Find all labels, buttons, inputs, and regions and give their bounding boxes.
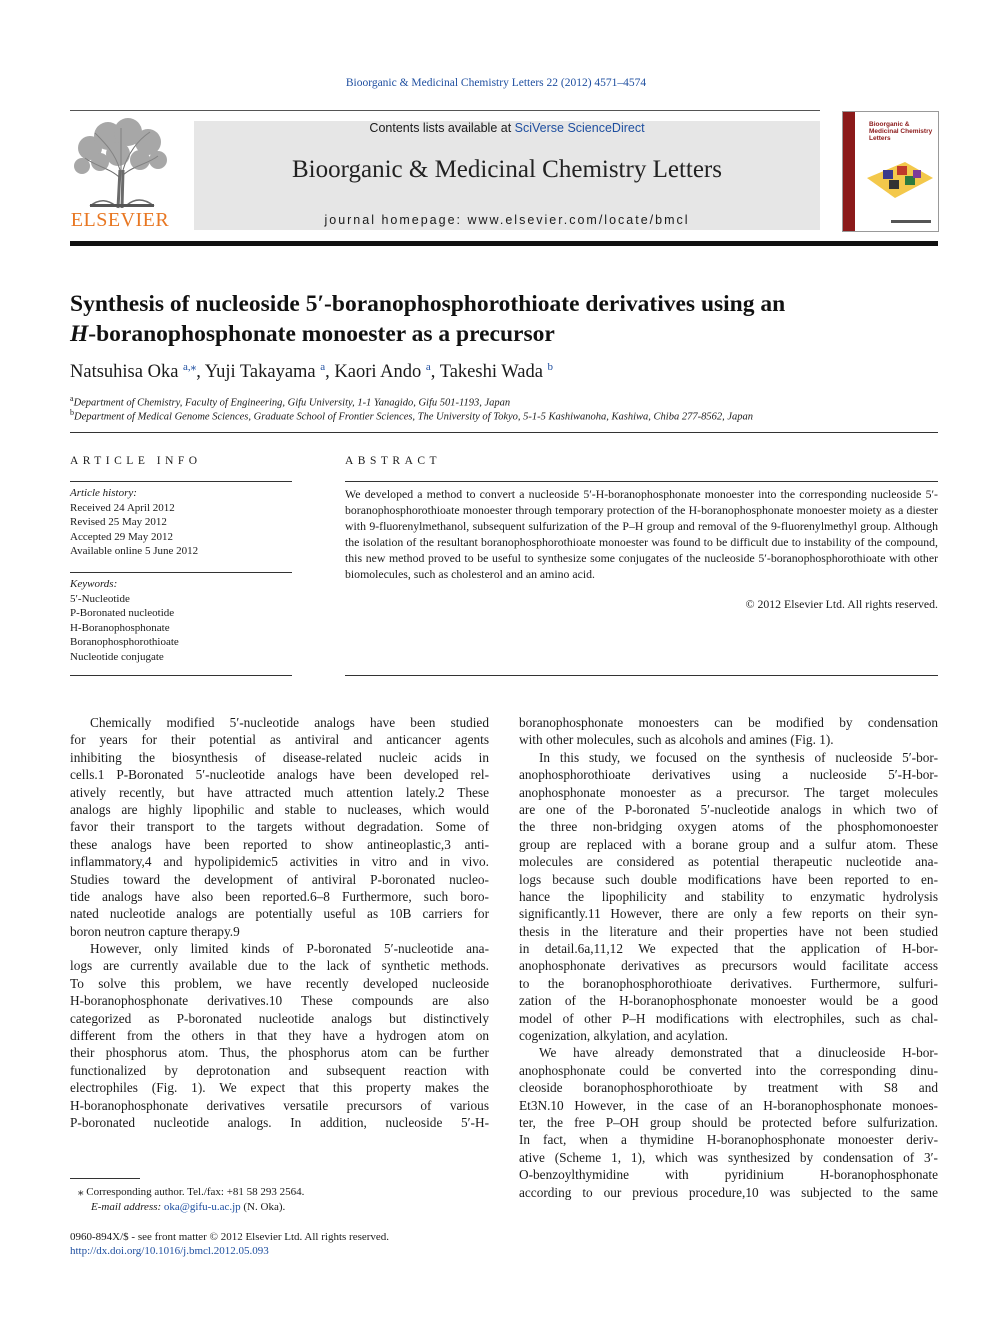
footnote-rule	[70, 1178, 140, 1179]
body-line: cells.1 P-Boronated 5′-nucleotide analogs have been developed rel-	[70, 767, 489, 783]
body-line: In this study, we focused on the synthesis of nucleoside 5′-bor-	[539, 749, 938, 765]
body-line: cogenization, alkylation, and acylation.	[519, 1028, 728, 1044]
abstract-rule	[345, 481, 938, 482]
header-top-rule	[70, 110, 820, 111]
body-line: logs are currently available due to the lack of synthetic methods.	[70, 958, 489, 974]
body-line: cleoside boranophosphorothioate by treatment with S8 and	[519, 1080, 938, 1096]
email-suffix: (N. Oka).	[240, 1201, 286, 1213]
body-line: their phosphorus atom. Thus, the phosphorus atom can be further	[70, 1045, 489, 1061]
body-line: model of other P–H modifications with electrophiles, such as chal-	[519, 1010, 938, 1026]
sciencedirect-link[interactable]: SciVerse ScienceDirect	[514, 121, 645, 135]
body-line: anophosphonate could be converted into the corresponding dinu-	[519, 1062, 938, 1078]
body-line: favor their transport to the targets without degradation. Some of	[70, 819, 489, 835]
affiliation-rule	[70, 432, 938, 433]
keywords-rule	[70, 572, 292, 573]
journal-homepage[interactable]: journal homepage: www.elsevier.com/locate/bmcl	[324, 213, 690, 227]
article-info-rule	[70, 481, 292, 482]
body-line: nated nucleotide analogs are potentially useful as 10B carriers for	[70, 906, 489, 922]
body-line: anophosphorothioate derivatives using a nucleoside 5′-H-bor-	[519, 767, 938, 783]
keyword: Boranophosphorothioate	[70, 636, 179, 648]
body-line: these analogs have been reported to show antineoplastic,3 anti-	[70, 836, 489, 852]
body-line: boranophosphonate monoesters can be modified by condensation	[519, 715, 938, 730]
abstract-copyright: © 2012 Elsevier Ltd. All rights reserved.	[745, 597, 938, 611]
body-column-right	[519, 714, 938, 1201]
body-line: thesis in the literature and their properties have not been studied	[519, 923, 938, 939]
cover-spine	[843, 112, 855, 231]
body-line: However, only limited kinds of P-boronated 5′-nucleotide ana-	[90, 941, 489, 957]
body-line: inflammatory,4 and hypolipidemic5 activities in vitro and in vivo.	[70, 854, 489, 870]
history-label: Article history:	[70, 487, 137, 499]
body-line: functionalized by deprotonation and subsequent reaction with	[70, 1062, 489, 1078]
body-line: H-boranophosphonate derivatives versatile precursors of various	[70, 1097, 489, 1113]
body-line: ative (Scheme 1, 1), which was synthesized by condensation of 3′-	[519, 1149, 938, 1165]
body-line: boron neutron capture therapy.9	[70, 923, 240, 939]
keyword: P-Boronated nucleotide	[70, 607, 175, 619]
body-line: the three non-bridging oxygen atoms of the phosphomonoester	[519, 819, 938, 835]
body-line: H-boranophosphonate derivatives.10 These compounds are also	[70, 993, 489, 1009]
history-received: Received 24 April 2012	[70, 501, 175, 514]
affiliation-text: Department of Chemistry, Faculty of Engineering, Gifu University, 1-1 Yanagido, Gifu 501-1193, Japan	[73, 397, 511, 409]
issn-line: 0960-894X/$ - see front matter © 2012 Elsevier Ltd. All rights reserved.	[70, 1231, 390, 1243]
affiliation-text: Department of Medical Genome Sciences, Graduate School of Frontier Sciences, The University of Tokyo, 5-1-5 Kashiwanoha, Kashiwa, Chiba 277-8562, Japan	[74, 411, 754, 423]
body-line: in detail.6a,11,12 We expected that the application of H-bor-	[519, 941, 938, 957]
body-line: P-boronated nucleotide analogs. In addition, nucleoside 5′-H-	[70, 1114, 489, 1130]
elsevier-wordmark: ELSEVIER	[70, 209, 170, 231]
title-line-1: Synthesis of nucleoside 5′-boranophosphorothioate derivatives using an	[70, 291, 786, 317]
body-line: Et3N.10 However, in the case of an H-boranophosphonate monoes-	[519, 1097, 938, 1113]
keyword: Nucleotide conjugate	[70, 650, 164, 663]
author-sup[interactable]: a	[320, 361, 326, 373]
abstract-text: We developed a method to convert a nucleoside 5′-H-boranophosphonate monoester into the corresponding nucleoside 5′-boranophosphorothioate monoester through temporary protection of the H-boranophosphonate monoester moiety as a diester with 9-fluorenylmethanol, subsequent sulfurization of the P–H group and removal of the 9-fluorenylmethyl group. Although the isolation of the resultant boranophosphorothioate monoester was found to be difficult due to instability of the compound, this new method proved to be useful to synthesize some conjugates of the nucleoside 5′-boranophosphorothioate with other biomolecules, such as cholesterol and an amino acid.	[345, 487, 938, 581]
body-line: logs because such double modifications have been reported to en-	[519, 871, 938, 887]
cover-title: Bioorganic & Medicinal Chemistry Letters	[869, 121, 933, 142]
affiliation-sup: b	[70, 408, 74, 417]
history-revised: Revised 25 May 2012	[70, 516, 167, 528]
affiliation-b	[70, 408, 950, 423]
article-info-heading: ARTICLE INFO	[70, 455, 202, 467]
body-line: To solve this problem, we have recently developed nucleoside	[70, 975, 489, 991]
body-line: are one of the P-boronated 5′-nucleotide analogs in which two of	[519, 801, 938, 817]
body-line: Studies toward the development of antiviral P-boronated nucleo-	[70, 871, 489, 887]
body-line: significantly.11 However, there are only a few reports on their syn-	[519, 906, 938, 922]
abstract-bottom-rule	[345, 675, 938, 676]
history-accepted: Accepted 29 May 2012	[70, 530, 173, 543]
cover-footer-mark	[891, 220, 931, 223]
body-line: inhibiting the biosynthesis of disease-related nucleic acids in	[70, 749, 489, 765]
body-line: O-benzoylthymidine with pyridinium H-boranophosphonate	[519, 1167, 938, 1183]
body-line: We have already demonstrated that a dinucleoside H-bor-	[539, 1045, 938, 1061]
body-line: tide analogs have also been reported.6–8 Furthermore, such boro-	[70, 888, 489, 904]
email-note	[91, 1200, 491, 1215]
keywords	[70, 577, 292, 664]
affiliation-sup: a	[70, 394, 74, 403]
article-info-bottom-rule	[70, 675, 292, 676]
body-line: analogs are highly lipophilic and stable to nucleases, which would	[70, 801, 489, 817]
journal-citation[interactable]: Bioorganic & Medicinal Chemistry Letters 22 (2012) 4571–4574	[345, 77, 647, 89]
body-line: categorized as P-boronated nucleotide analogs but distinctively	[70, 1010, 489, 1026]
email-link[interactable]: oka@gifu-u.ac.jp	[163, 1201, 241, 1213]
author-name[interactable]: Kaori Ando	[334, 362, 422, 383]
header-thick-rule	[70, 241, 938, 246]
contents-line	[194, 121, 820, 135]
author-sup[interactable]: b	[547, 361, 554, 373]
title-italic-h: H	[70, 321, 89, 347]
title-line-2: -boranophosphonate monoester as a precursor	[88, 321, 555, 347]
email-label: E-mail address:	[91, 1201, 164, 1213]
corresponding-author-note: ⁎ Corresponding author. Tel./fax: +81 58 293 2564.	[78, 1186, 305, 1198]
body-line: for years for their potential as antiviral and anticancer agents	[70, 732, 489, 748]
body-line: anophosphonate monoester as a precursor. The target molecules	[519, 784, 938, 800]
keyword: 5′-Nucleotide	[70, 592, 130, 605]
abstract-heading: ABSTRACT	[345, 455, 442, 467]
author-list: Natsuhisa Oka $^{a,⁎}$, Yuji Takayama $^a$, Kaori Ando $^a$, Takeshi Wada $^b$	[70, 361, 554, 383]
doi-link[interactable]: http://dx.doi.org/10.1016/j.bmcl.2012.05.093	[70, 1245, 269, 1257]
author-sup[interactable]: a,⁎	[183, 361, 197, 373]
body-line: anophosphonate derivatives as precursors would facilitate access	[519, 958, 938, 974]
body-line: with other molecules, such as alcohols and amines (Fig. 1).	[519, 732, 834, 748]
author-name[interactable]: Natsuhisa Oka	[70, 362, 179, 383]
body-line: group are replaced with a borane group and a sulfur atom. These	[519, 836, 938, 852]
journal-cover[interactable]	[842, 111, 939, 232]
body-line: according to our previous procedure,10 was subjected to the same	[519, 1184, 938, 1200]
body-line: atively recently, but have attracted much attention lately.2 These	[70, 784, 489, 800]
article-history	[70, 486, 292, 559]
author-name[interactable]: Yuji Takayama	[204, 362, 316, 383]
author-name[interactable]: Takeshi Wada	[439, 362, 543, 383]
body-column-left	[70, 714, 489, 1131]
contents-prefix: Contents lists available at	[369, 121, 515, 135]
author-sup[interactable]: a	[425, 361, 431, 373]
body-line: molecules are considered as potential therapeutic nucleotide ana-	[519, 854, 938, 870]
article-title	[70, 289, 938, 349]
body-line: different from the others in that they have a hydrogen atom on	[70, 1028, 489, 1044]
elsevier-logo	[70, 118, 170, 210]
body-line: electrophiles (Fig. 1). We expect that this property makes the	[70, 1080, 489, 1096]
affiliation-a	[70, 394, 950, 409]
cover-artwork-icon	[861, 148, 937, 210]
keyword: H-Boranophosphonate	[70, 621, 170, 634]
journal-title: Bioorganic & Medicinal Chemistry Letters	[291, 156, 722, 183]
keywords-label: Keywords:	[70, 578, 118, 590]
body-line: to the boranophosphorothioate derivatives. Furthermore, sulfuri-	[519, 975, 938, 991]
body-line: Chemically modified 5′-nucleotide analogs have been studied	[90, 715, 489, 730]
body-line: ter, the free P–OH group should be protected before sulfurization.	[519, 1114, 938, 1130]
body-line: In fact, when a thymidine H-boranophosphonate monoester deriv-	[519, 1132, 938, 1148]
body-line: hance the lipophilicity and stability to enzymatic hydrolysis	[519, 888, 938, 904]
history-online: Available online 5 June 2012	[70, 545, 199, 557]
body-line: zation of the H-boranophosphonate monoester would be a good	[519, 993, 938, 1009]
elsevier-tree-icon	[70, 118, 170, 210]
